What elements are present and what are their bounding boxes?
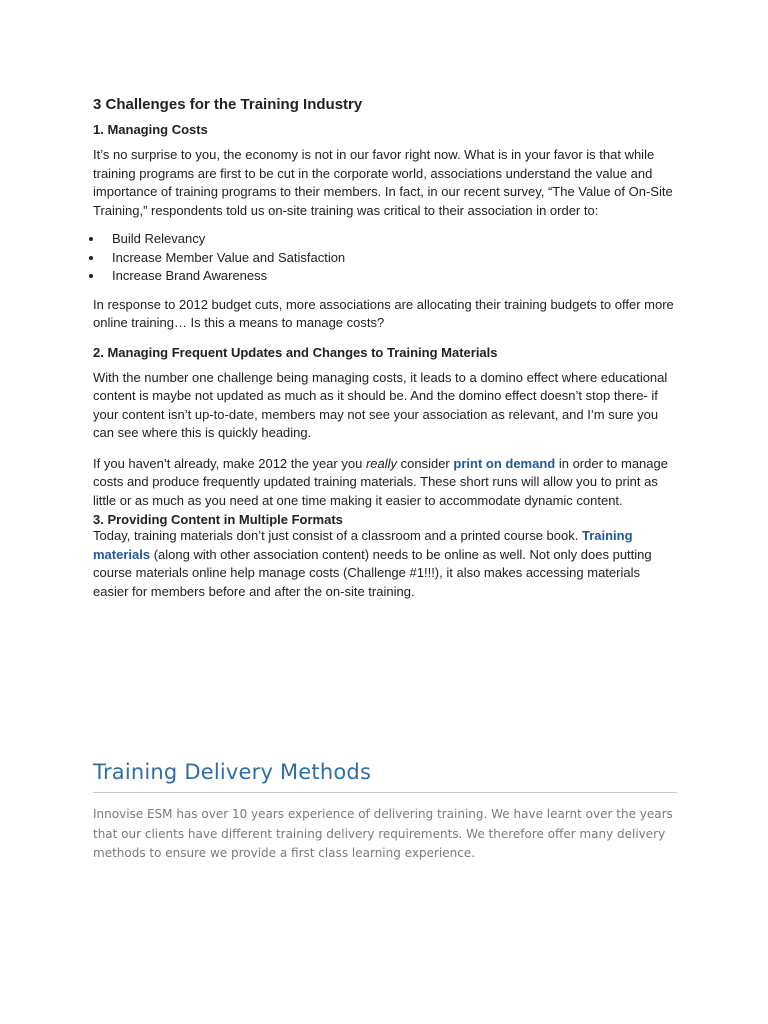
paragraph-multiple-formats: Today, training materials don’t just consist of a classroom and a printed course book. Training materials (along with other association content) needs to be online as well. Not only does putting course materials online help manage costs (Challenge #1!!!), it also makes accessing materials easier for members before and after the on-site training. [93, 528, 652, 599]
delivery-heading: Training Delivery Methods [93, 760, 372, 784]
section-heading-multiple-formats: 3. Providing Content in Multiple Formats [93, 512, 343, 527]
list-item: Build Relevancy [93, 230, 677, 249]
article [93, 96, 677, 613]
section-heading-managing-costs: 1. Managing Costs [93, 122, 208, 137]
delivery-section [93, 760, 677, 864]
training-materials-link[interactable]: Training materials [93, 528, 633, 562]
paragraph-budget-cuts: In response to 2012 budget cuts, more associations are allocating their training budgets to offer more online training… Is this a means to manage costs? [93, 296, 674, 330]
paragraph-print-on-demand: If you haven’t already, make 2012 the year you really consider print on demand in order to manage costs and produce frequently updated training materials. These short runs will allow you to print as little or as much as you need at one time making it easier to accommodate dynamic content. [93, 455, 668, 508]
page-title: 3 Challenges for the Training Industry [93, 96, 363, 113]
bullet-icon [89, 237, 93, 241]
section-heading-updates: 2. Managing Frequent Updates and Changes to Training Materials [93, 344, 498, 360]
list-item: Increase Member Value and Satisfaction [93, 249, 677, 268]
bullet-icon [89, 274, 93, 278]
bullet-icon [89, 256, 93, 260]
paragraph-managing-costs: It’s no surprise to you, the economy is not in our favor right now. What is in your favor is that while training programs are first to be cut in the corporate world, associations understand the value and importance of training programs to their members. In fact, in our recent survey, “The Value of On-Site Training,” respondents told us on-site training was critical to their association in order to: [93, 147, 673, 218]
list-item: Increase Brand Awareness [93, 267, 677, 286]
paragraph-domino-effect: With the number one challenge being managing costs, it leads to a domino effect where educational content is maybe not updated as much as it should be. And the domino effect doesn’t stop there- if your content isn’t up-to-date, members may not see your association as relevant, and I’m sure you can see where this is quickly heading. [93, 369, 668, 440]
print-on-demand-link[interactable]: print on demand [453, 455, 556, 471]
bullet-list [93, 230, 677, 286]
delivery-paragraph: Innovise ESM has over 10 years experience of delivering training. We have learnt over the years that our clients have different training delivery requirements. We therefore offer many delivery methods to ensure we provide a first class learning experience. [93, 807, 673, 860]
divider [93, 792, 677, 793]
